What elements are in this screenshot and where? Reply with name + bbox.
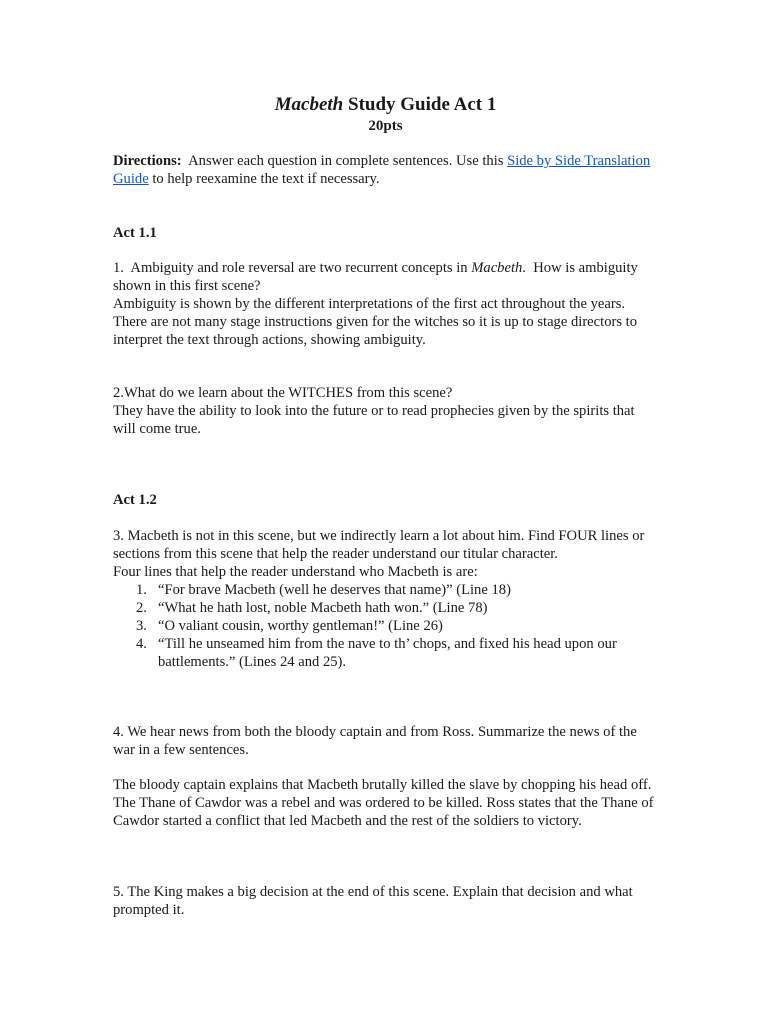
question-3: 3. Macbeth is not in this scene, but we indirectly learn a lot about him. Find FOUR lines or sections from this scene that help the reader understand our titular character. (113, 528, 645, 562)
act-1-1-heading: Act 1.1 (113, 225, 157, 241)
question-1-italic: Macbeth (471, 260, 523, 276)
list-item-text: “What he hath lost, noble Macbeth hath won.” (Line 78) (158, 600, 488, 616)
list-item-number: 1. (136, 582, 147, 598)
answer-3-list (113, 581, 658, 671)
list-item-number: 4. (136, 636, 147, 652)
list-item (113, 599, 658, 617)
answer-4: The bloody captain explains that Macbeth brutally killed the slave by chopping his head off. The Thane of Cawdor was a rebel and was ordered to be killed. Ross states that the Thane of Cawdor started a conflict that led Macbeth and the rest of the soldiers to victory. (113, 777, 654, 829)
question-4: 4. We hear news from both the bloody captain and from Ross. Summarize the news of the war in a few sentences. (113, 724, 637, 758)
answer-3-intro: Four lines that help the reader understand who Macbeth is are: (113, 564, 478, 580)
numbered-list (113, 581, 658, 671)
points-label: 20pts (368, 118, 403, 134)
directions-label: Directions: (113, 153, 182, 169)
list-item-number: 2. (136, 600, 147, 616)
list-item-text: “For brave Macbeth (well he deserves that name)” (Line 18) (158, 582, 511, 598)
answer-2: They have the ability to look into the future or to read prophecies given by the spirits that will come true. (113, 403, 635, 437)
answer-1: Ambiguity is shown by the different interpretations of the first act throughout the years. There are not many stage instructions given for the witches so it is up to stage directors to interpret the text through actions, showing ambiguity. (113, 296, 638, 348)
question-1-suffix: . How is ambiguity shown in this first scene? (113, 260, 642, 294)
question-1-prefix: 1. Ambiguity and role reversal are two recurrent concepts in (113, 260, 472, 276)
question-1 (113, 259, 658, 295)
list-item (113, 617, 658, 635)
title-italic: Macbeth (274, 94, 344, 115)
directions-paragraph (113, 152, 658, 188)
list-item-text: “Till he unseamed him from the nave to th’ chops, and fixed his head upon our battlements.” (Lines 24 and 25). (158, 636, 617, 670)
title-rest: Study Guide Act 1 (343, 94, 497, 115)
document-title (113, 94, 658, 116)
translation-guide-link[interactable]: Side by Side Translation Guide (113, 153, 651, 187)
directions-text-after: to help reexamine the text if necessary. (148, 171, 380, 187)
question-2: 2.What do we learn about the WITCHES from this scene? (113, 385, 453, 401)
list-item (113, 581, 658, 599)
list-item-text: “O valiant cousin, worthy gentleman!” (Line 26) (158, 618, 443, 634)
act-1-2-heading: Act 1.2 (113, 492, 157, 508)
list-item-number: 3. (136, 618, 147, 634)
directions-text: Answer each question in complete sentences. Use this (181, 153, 508, 169)
question-5: 5. The King makes a big decision at the end of this scene. Explain that decision and what prompted it. (113, 884, 633, 918)
list-item (113, 635, 658, 671)
